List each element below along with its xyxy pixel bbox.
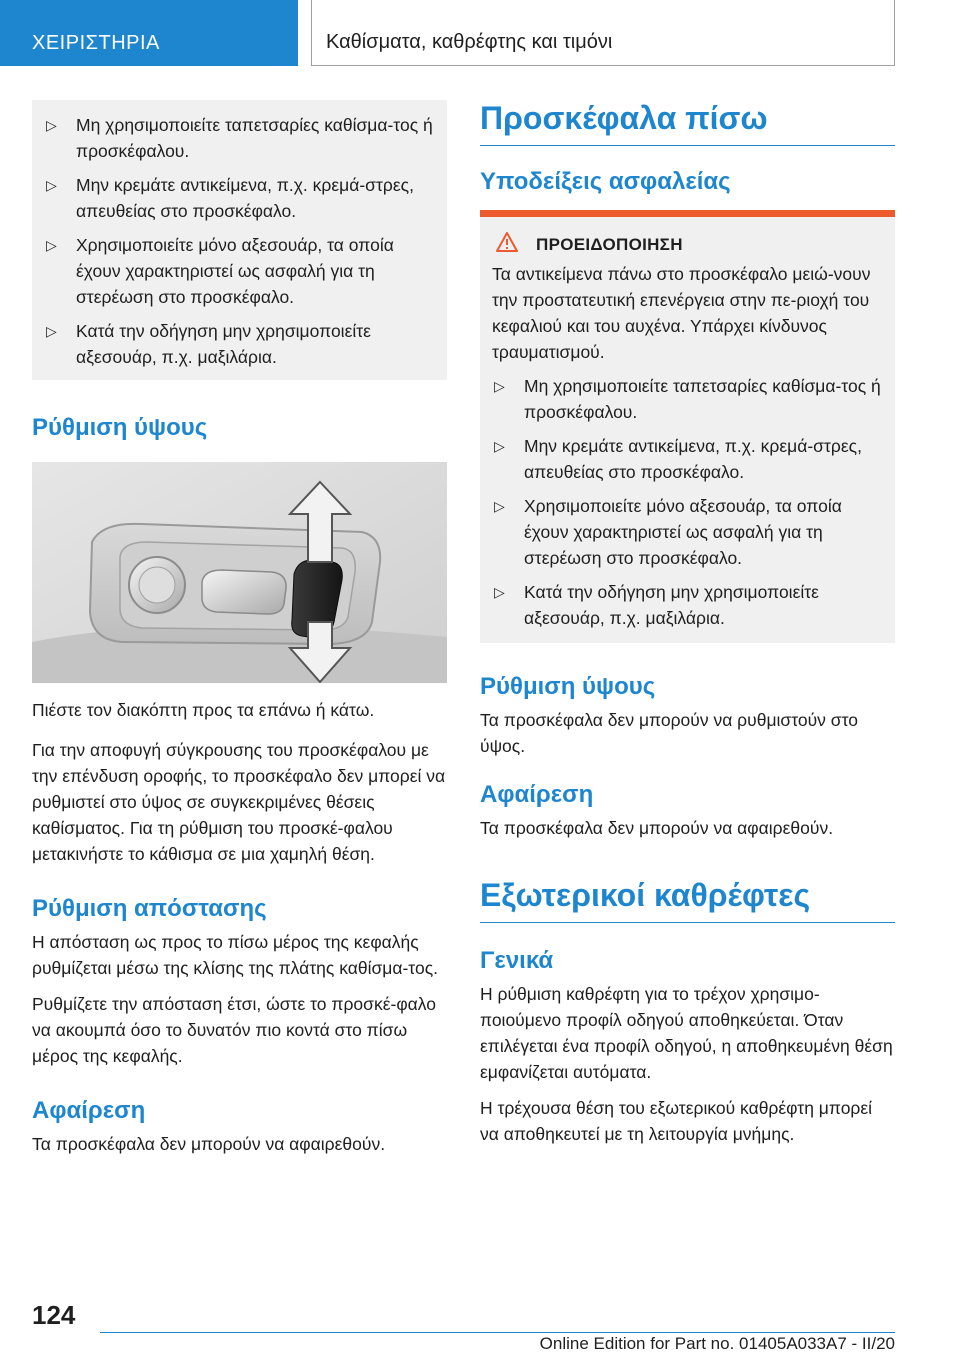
general-text-2: Η τρέχουσα θέση του εξωτερικού καθρέφτη μπορεί να αποθηκευτεί με τη λειτουργία μνήμης. [480, 1098, 873, 1144]
height-heading: Ρύθμιση ύψους [32, 414, 208, 441]
bullet-triangle-icon: ▷ [494, 378, 505, 394]
footer-rule [100, 1332, 895, 1333]
list-item: ▷ Μην κρεμάτε αντικείμενα, π.χ. κρεμά-στρες, απευθείας στο προσκέφαλο. [32, 172, 447, 224]
list-item: ▷ Μη χρησιμοποιείτε ταπετσαρίες καθίσμα-τος ή προσκέφαλου. [32, 112, 447, 164]
rear-height-text: Τα προσκέφαλα δεν μπορούν να ρυθμιστούν στο ύψος. [480, 710, 858, 756]
bullet-triangle-icon: ▷ [46, 237, 57, 253]
rear-height-heading: Ρύθμιση ύψους [480, 673, 656, 700]
warning-text: Τα αντικείμενα πάνω στο προσκέφαλο μειώ-νουν την προστατευτική επενέργεια στην πε-ριοχή του κεφαλιού και του αυχένα. Υπάρχει κίνδυνος τραυματισμού. [492, 264, 871, 362]
bullet-triangle-icon: ▷ [46, 117, 57, 133]
right-column [480, 100, 895, 1147]
photo-caption: Πιέστε τον διακόπτη προς τα επάνω ή κάτω. [32, 700, 375, 720]
distance-heading: Ρύθμιση απόστασης [32, 895, 267, 922]
bullet-triangle-icon: ▷ [494, 498, 505, 514]
distance-text-1: Η απόσταση ως προς το πίσω μέρος της κεφαλής ρυθμίζεται μέσω της κλίσης της πλάτης καθίσμα-τος. [32, 932, 439, 978]
list-item: ▷ Κατά την οδήγηση μην χρησιμοποιείτε αξεσουάρ, π.χ. μαξιλάρια. [480, 579, 895, 631]
bullet-triangle-icon: ▷ [494, 438, 505, 454]
list-item: ▷ Χρησιμοποιείτε μόνο αξεσουάρ, τα οποία έχουν χαρακτηριστεί ως ασφαλή για τη στερέωση στο προσκέφαλο. [480, 493, 895, 571]
bullet-triangle-icon: ▷ [46, 177, 57, 193]
mirrors-heading: Εξωτερικοί καθρέφτες [480, 877, 895, 923]
left-column [32, 100, 447, 1157]
warning-heading: ΠΡΟΕΙΔΟΠΟΙΗΣΗ [480, 235, 895, 255]
general-heading: Γενικά [480, 947, 554, 974]
warning-bar [480, 210, 895, 217]
bullet-triangle-icon: ▷ [494, 584, 505, 600]
rear-removal-heading: Αφαίρεση [480, 781, 594, 808]
section-title: ΧΕΙΡΙΣΤΗΡΙΑ [32, 32, 160, 54]
rear-removal-text: Τα προσκέφαλα δεν μπορούν να αφαιρεθούν. [480, 818, 834, 838]
warning-triangle-icon [496, 232, 518, 252]
list-item: ▷ Χρησιμοποιείτε μόνο αξεσουάρ, τα οποία έχουν χαρακτηριστεί ως ασφαλή για τη στερέωση στο προσκέφαλο. [32, 232, 447, 310]
chapter-header [311, 0, 895, 66]
list-item: ▷ Μην κρεμάτε αντικείμενα, π.χ. κρεμά-στρες, απευθείας στο προσκέφαλο. [480, 433, 895, 485]
distance-text-2: Ρυθμίζετε την απόσταση έτσι, ώστε το προσκέ-φαλο να ακουμπά όσο το δυνατόν πιο κοντά στο πίσω μέρος της κεφαλής. [32, 994, 437, 1066]
seat-switch-illustration [32, 462, 447, 683]
seat-switch-photo [32, 462, 447, 683]
removal-text: Τα προσκέφαλα δεν μπορούν να αφαιρεθούν. [32, 1134, 386, 1154]
bullet-triangle-icon: ▷ [46, 323, 57, 339]
list-item: ▷ Κατά την οδήγηση μην χρησιμοποιείτε αξεσουάρ, π.χ. μαξιλάρια. [32, 318, 447, 370]
general-text-1: Η ρύθμιση καθρέφτη για το τρέχον χρησιμο-ποιούμενο προφίλ οδηγού αποθηκεύεται. Όταν επιλέγεται ένα προφίλ οδηγού, η αποθηκευμένη θέση εμφανίζεται αυτόματα. [480, 984, 893, 1082]
warning-box [480, 217, 895, 643]
rear-headrests-heading: Προσκέφαλα πίσω [480, 100, 895, 146]
removal-heading: Αφαίρεση [32, 1097, 146, 1124]
page-number: 124 [32, 1300, 76, 1330]
height-text: Για την αποφυγή σύγκρουσης του προσκέφαλου με την επένδυση οροφής, το προσκέφαλο δεν μπορεί να ρυθμιστεί στο ύψος σε συγκεκριμένες θέσεις καθίσματος. Για τη ρύθμιση του προσκέ-φαλου μετακινήστε το κάθισμα σε μια χαμηλή θέση. [32, 740, 446, 864]
edition-text: Online Edition for Part no. 01405A033A7 - II/20 [539, 1334, 895, 1353]
safety-heading: Υποδείξεις ασφαλείας [480, 168, 731, 195]
left-safety-bullets [32, 100, 447, 380]
list-item: ▷ Μη χρησιμοποιείτε ταπετσαρίες καθίσμα-τος ή προσκέφαλου. [480, 373, 895, 425]
section-tab [0, 0, 298, 66]
chapter-title: Καθίσματα, καθρέφτης και τιμόνι [326, 31, 613, 53]
